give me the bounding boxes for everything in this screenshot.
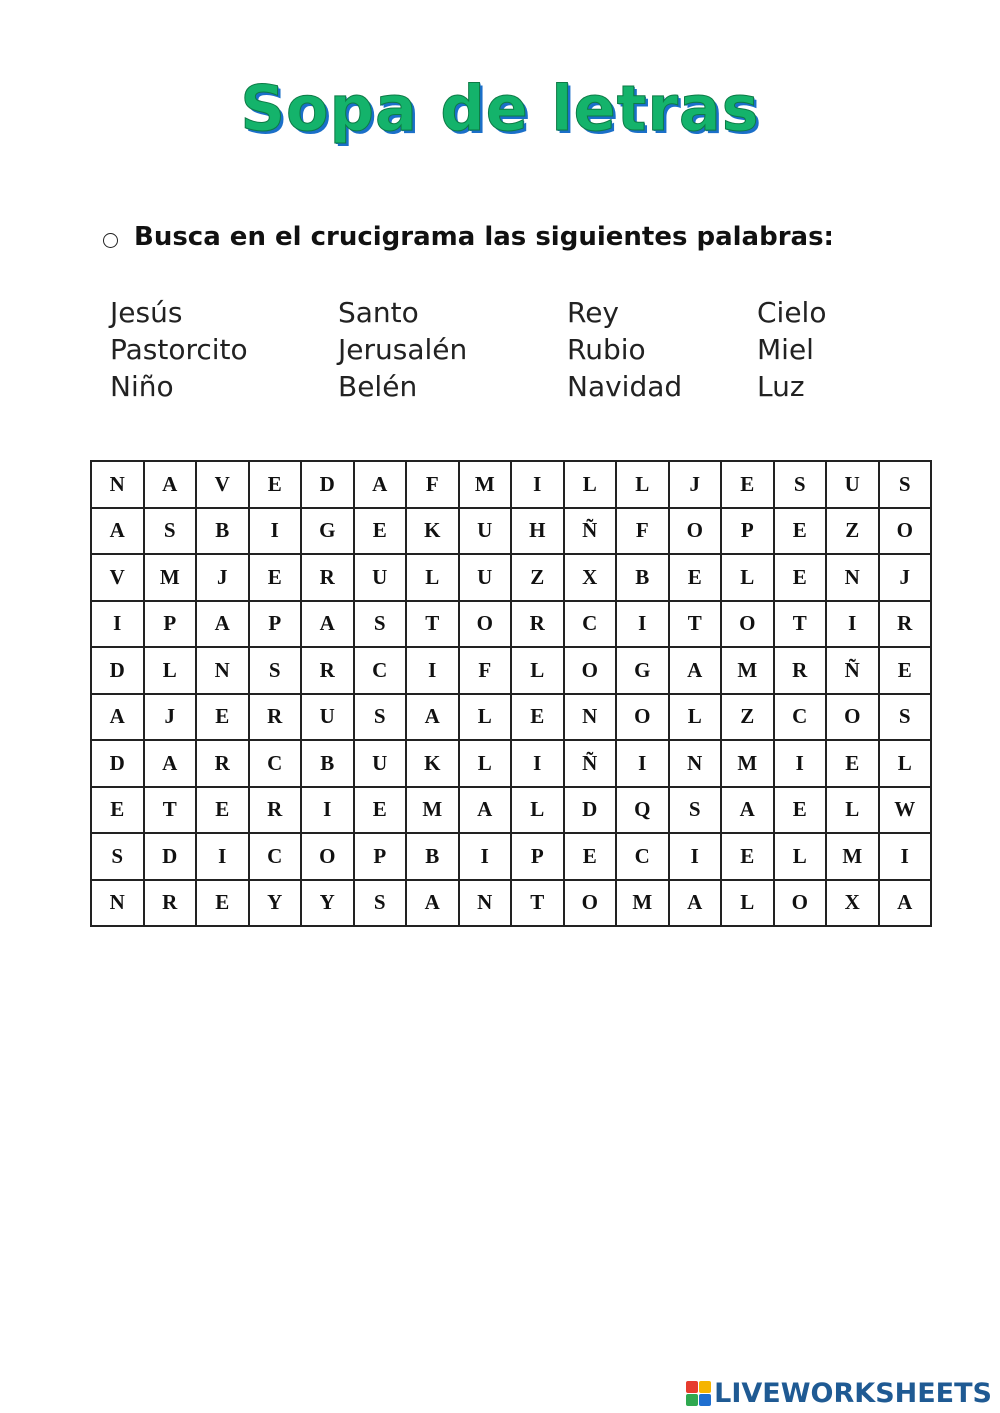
grid-cell[interactable]: J	[669, 461, 722, 508]
grid-cell[interactable]: A	[879, 880, 932, 927]
grid-cell[interactable]: E	[196, 694, 249, 741]
word-item: Niño	[110, 370, 174, 403]
word-item: Miel	[757, 333, 814, 366]
grid-row	[91, 880, 931, 927]
grid-cell[interactable]: T	[669, 601, 722, 648]
grid-cell[interactable]: Y	[301, 880, 354, 927]
grid-cell[interactable]: H	[511, 508, 564, 555]
grid-cell[interactable]: R	[301, 554, 354, 601]
grid-cell[interactable]: W	[879, 787, 932, 834]
grid-cell[interactable]: S	[144, 508, 197, 555]
grid-cell[interactable]: U	[826, 461, 879, 508]
grid-cell[interactable]: I	[774, 740, 827, 787]
grid-cell[interactable]: Z	[826, 508, 879, 555]
grid-cell[interactable]: U	[459, 554, 512, 601]
grid-cell[interactable]: L	[459, 740, 512, 787]
footer-brand	[686, 1378, 992, 1409]
grid-cell[interactable]: P	[721, 508, 774, 555]
grid-cell[interactable]: R	[249, 787, 302, 834]
grid-cell[interactable]: M	[721, 647, 774, 694]
grid-cell[interactable]: T	[406, 601, 459, 648]
grid-cell[interactable]: I	[249, 508, 302, 555]
grid-cell[interactable]: I	[669, 833, 722, 880]
grid-cell[interactable]: L	[774, 833, 827, 880]
grid-cell[interactable]: M	[721, 740, 774, 787]
grid-cell[interactable]: E	[721, 461, 774, 508]
page-title: Sopa de letras	[240, 72, 760, 145]
logo-square	[699, 1381, 711, 1393]
grid-cell[interactable]: P	[511, 833, 564, 880]
grid-cell[interactable]: A	[144, 461, 197, 508]
word-list	[110, 296, 910, 411]
grid-cell[interactable]: L	[669, 694, 722, 741]
grid-cell[interactable]: K	[406, 508, 459, 555]
grid-cell[interactable]: O	[826, 694, 879, 741]
grid-cell[interactable]: E	[354, 787, 407, 834]
word-item: Belén	[338, 370, 418, 403]
grid-cell[interactable]: F	[616, 508, 669, 555]
grid-cell[interactable]: M	[459, 461, 512, 508]
grid-cell[interactable]: B	[616, 554, 669, 601]
grid-cell[interactable]: I	[406, 647, 459, 694]
bullet-circle-icon	[103, 233, 118, 248]
grid-cell[interactable]: B	[301, 740, 354, 787]
brand-text: LIVEWORKSHEETS	[714, 1378, 992, 1409]
grid-cell[interactable]: L	[564, 461, 617, 508]
grid-row	[91, 601, 931, 648]
grid-cell[interactable]: L	[511, 647, 564, 694]
grid-cell[interactable]: E	[879, 647, 932, 694]
grid-cell[interactable]: A	[406, 694, 459, 741]
grid-cell[interactable]: M	[406, 787, 459, 834]
grid-cell[interactable]: N	[826, 554, 879, 601]
grid-cell[interactable]: U	[354, 740, 407, 787]
grid-cell[interactable]: P	[249, 601, 302, 648]
grid-cell[interactable]: Ñ	[564, 740, 617, 787]
grid-row	[91, 740, 931, 787]
grid-cell[interactable]: L	[879, 740, 932, 787]
word-item: Cielo	[757, 296, 827, 329]
grid-cell[interactable]: Y	[249, 880, 302, 927]
grid-cell[interactable]: J	[144, 694, 197, 741]
grid-cell[interactable]: E	[354, 508, 407, 555]
grid-cell[interactable]: L	[459, 694, 512, 741]
grid-cell[interactable]: N	[91, 461, 144, 508]
grid-cell[interactable]: X	[564, 554, 617, 601]
grid-cell[interactable]: L	[721, 880, 774, 927]
grid-cell[interactable]: M	[616, 880, 669, 927]
grid-cell[interactable]: R	[196, 740, 249, 787]
grid-cell[interactable]: A	[721, 787, 774, 834]
grid-cell[interactable]: J	[196, 554, 249, 601]
grid-cell[interactable]: G	[616, 647, 669, 694]
grid-cell[interactable]: E	[826, 740, 879, 787]
grid-cell[interactable]: R	[301, 647, 354, 694]
grid-cell[interactable]: V	[91, 554, 144, 601]
grid-cell[interactable]: F	[459, 647, 512, 694]
grid-cell[interactable]: C	[354, 647, 407, 694]
grid-cell[interactable]: A	[669, 880, 722, 927]
grid-cell[interactable]: N	[196, 647, 249, 694]
grid-cell[interactable]: L	[406, 554, 459, 601]
grid-cell[interactable]: G	[301, 508, 354, 555]
grid-cell[interactable]: R	[144, 880, 197, 927]
grid-row	[91, 833, 931, 880]
grid-cell[interactable]: L	[144, 647, 197, 694]
grid-cell[interactable]: B	[406, 833, 459, 880]
grid-cell[interactable]: E	[774, 787, 827, 834]
grid-cell[interactable]: X	[826, 880, 879, 927]
grid-cell[interactable]: I	[616, 740, 669, 787]
grid-cell[interactable]: Ñ	[826, 647, 879, 694]
grid-cell[interactable]: Z	[721, 694, 774, 741]
grid-cell[interactable]: E	[774, 554, 827, 601]
grid-cell[interactable]: I	[91, 601, 144, 648]
grid-cell[interactable]: M	[144, 554, 197, 601]
grid-cell[interactable]: I	[879, 833, 932, 880]
grid-cell[interactable]: O	[301, 833, 354, 880]
word-item: Luz	[757, 370, 805, 403]
grid-cell[interactable]: E	[511, 694, 564, 741]
grid-cell[interactable]: N	[459, 880, 512, 927]
grid-cell[interactable]: S	[91, 833, 144, 880]
grid-cell[interactable]: D	[301, 461, 354, 508]
grid-cell[interactable]: C	[616, 833, 669, 880]
grid-cell[interactable]: A	[91, 694, 144, 741]
grid-cell[interactable]: Q	[616, 787, 669, 834]
grid-cell[interactable]: E	[196, 880, 249, 927]
grid-cell[interactable]: L	[511, 787, 564, 834]
grid-cell[interactable]: R	[511, 601, 564, 648]
grid-cell[interactable]: S	[879, 694, 932, 741]
grid-cell[interactable]: E	[196, 787, 249, 834]
instruction-text: Busca en el crucigrama las siguientes palabras:	[134, 222, 834, 252]
grid-cell[interactable]: E	[91, 787, 144, 834]
grid-cell[interactable]: D	[144, 833, 197, 880]
grid-cell[interactable]: O	[721, 601, 774, 648]
grid-cell[interactable]: S	[879, 461, 932, 508]
grid-cell[interactable]: E	[774, 508, 827, 555]
grid-cell[interactable]: U	[301, 694, 354, 741]
grid-cell[interactable]: N	[91, 880, 144, 927]
grid-cell[interactable]: S	[249, 647, 302, 694]
grid-cell[interactable]: O	[616, 694, 669, 741]
grid-cell[interactable]: J	[879, 554, 932, 601]
grid-cell[interactable]: E	[564, 833, 617, 880]
grid-cell[interactable]: C	[249, 740, 302, 787]
logo-square	[686, 1381, 698, 1393]
grid-cell[interactable]: R	[249, 694, 302, 741]
grid-cell[interactable]: N	[669, 740, 722, 787]
grid-cell[interactable]: A	[91, 508, 144, 555]
grid-cell[interactable]: M	[826, 833, 879, 880]
grid-cell[interactable]: C	[564, 601, 617, 648]
grid-cell[interactable]: P	[354, 833, 407, 880]
grid-cell[interactable]: A	[301, 601, 354, 648]
grid-cell[interactable]: T	[144, 787, 197, 834]
grid-cell[interactable]: O	[564, 647, 617, 694]
grid-cell[interactable]: A	[459, 787, 512, 834]
grid-cell[interactable]: I	[826, 601, 879, 648]
grid-cell[interactable]: S	[774, 461, 827, 508]
grid-cell[interactable]: S	[669, 787, 722, 834]
grid-cell[interactable]: S	[354, 880, 407, 927]
grid-cell[interactable]: A	[196, 601, 249, 648]
grid-cell[interactable]: D	[91, 740, 144, 787]
grid-row	[91, 461, 931, 508]
grid-row	[91, 508, 931, 555]
grid-cell[interactable]: Z	[511, 554, 564, 601]
word-item: Santo	[338, 296, 419, 329]
grid-cell[interactable]: R	[879, 601, 932, 648]
grid-cell[interactable]: U	[459, 508, 512, 555]
instruction	[103, 222, 834, 252]
grid-cell[interactable]: R	[774, 647, 827, 694]
grid-cell[interactable]: T	[511, 880, 564, 927]
grid-cell[interactable]: I	[301, 787, 354, 834]
grid-cell[interactable]: L	[616, 461, 669, 508]
grid-cell[interactable]: T	[774, 601, 827, 648]
grid-row	[91, 647, 931, 694]
grid-cell[interactable]: Ñ	[564, 508, 617, 555]
grid-cell[interactable]: B	[196, 508, 249, 555]
grid-cell[interactable]: O	[669, 508, 722, 555]
grid-row	[91, 554, 931, 601]
grid-cell[interactable]: A	[406, 880, 459, 927]
grid-row	[91, 787, 931, 834]
logo-square	[686, 1394, 698, 1406]
grid-cell[interactable]: K	[406, 740, 459, 787]
grid-cell[interactable]: N	[564, 694, 617, 741]
grid-cell[interactable]: S	[354, 694, 407, 741]
grid-cell[interactable]: D	[564, 787, 617, 834]
grid-cell[interactable]: V	[196, 461, 249, 508]
grid-cell[interactable]: C	[249, 833, 302, 880]
word-item: Pastorcito	[110, 333, 248, 366]
word-item: Jesús	[110, 296, 183, 329]
grid-cell[interactable]: L	[721, 554, 774, 601]
word-item: Rey	[567, 296, 619, 329]
word-item: Rubio	[567, 333, 646, 366]
grid-cell[interactable]: O	[459, 601, 512, 648]
grid-cell[interactable]: A	[669, 647, 722, 694]
grid-cell[interactable]: I	[511, 461, 564, 508]
grid-cell[interactable]: I	[459, 833, 512, 880]
grid-cell[interactable]: L	[826, 787, 879, 834]
grid-cell[interactable]: E	[669, 554, 722, 601]
grid-cell[interactable]: O	[774, 880, 827, 927]
grid-cell[interactable]: I	[196, 833, 249, 880]
grid-cell[interactable]: O	[564, 880, 617, 927]
grid-cell[interactable]: F	[406, 461, 459, 508]
grid-cell[interactable]: S	[354, 601, 407, 648]
logo-square	[699, 1394, 711, 1406]
grid-cell[interactable]: E	[249, 554, 302, 601]
grid-cell[interactable]: I	[616, 601, 669, 648]
grid-row	[91, 694, 931, 741]
liveworksheets-logo-icon	[686, 1381, 711, 1406]
word-item: Navidad	[567, 370, 683, 403]
grid-cell[interactable]: E	[721, 833, 774, 880]
grid-cell[interactable]: A	[144, 740, 197, 787]
grid-cell[interactable]: I	[511, 740, 564, 787]
word-item: Jerusalén	[338, 333, 468, 366]
grid-cell[interactable]: P	[144, 601, 197, 648]
grid-cell[interactable]: D	[91, 647, 144, 694]
word-search-grid	[90, 460, 932, 927]
grid-cell[interactable]: U	[354, 554, 407, 601]
grid-cell[interactable]: C	[774, 694, 827, 741]
grid-cell[interactable]: O	[879, 508, 932, 555]
grid-cell[interactable]: A	[354, 461, 407, 508]
grid-cell[interactable]: E	[249, 461, 302, 508]
